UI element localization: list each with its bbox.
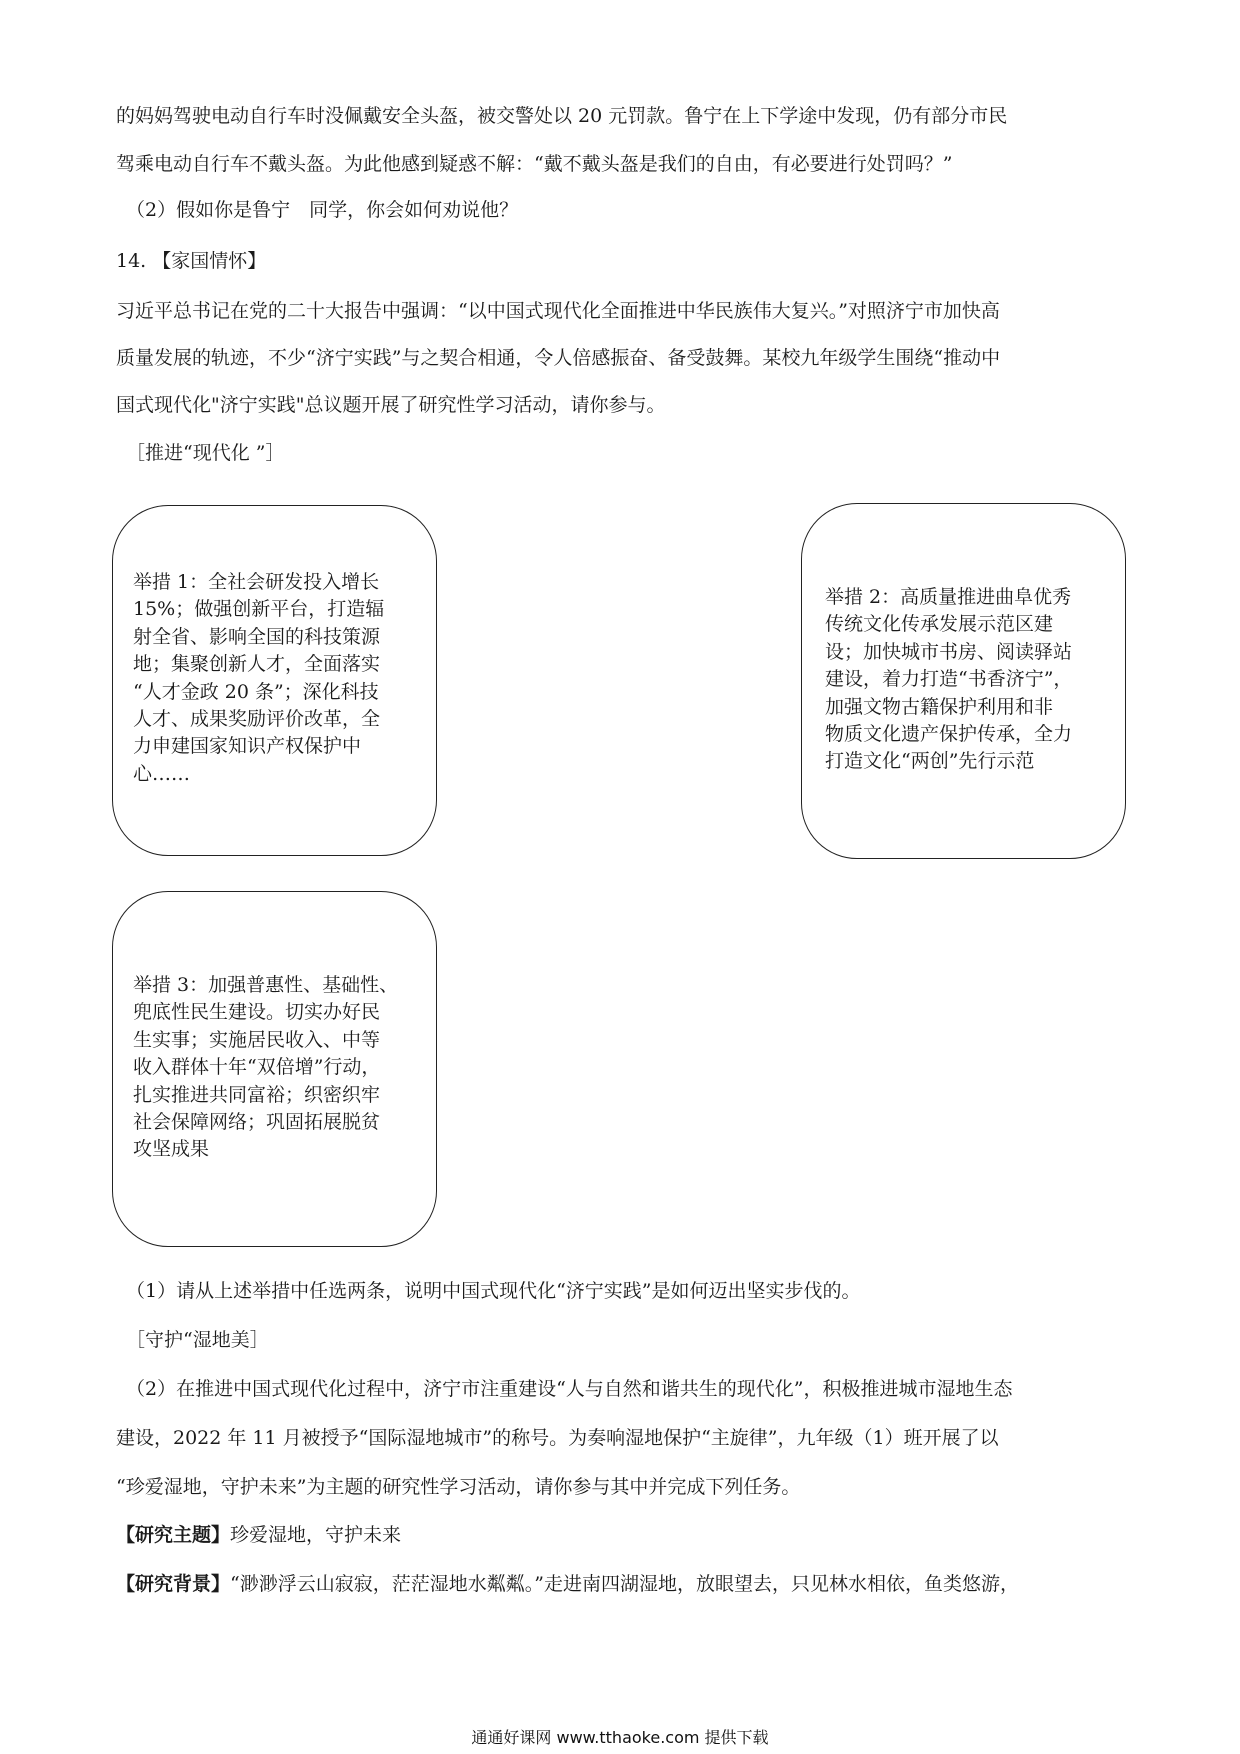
measure-1-text	[133, 569, 384, 788]
measure-1-line: 射全省、影响全国的科技策源	[133, 625, 381, 648]
q14-part-2-line-1: （2）在推进中国式现代化过程中，济宁市注重建设“人与自然和谐共生的现代化”，积极推进城市湿地生态	[126, 1378, 1013, 1400]
research-theme-text: 珍爱湿地，守护未来	[230, 1524, 402, 1546]
measure-2-line: 举措 2：高质量推进曲阜优秀	[825, 586, 1072, 608]
measure-3-line: 举措 3：加强普惠性、基础性、	[133, 974, 399, 996]
research-background-text: “渺渺浮云山寂寂，茫茫湿地水粼粼。”走进南四湖湿地，放眼望去，只见林水相依，鱼类悠游，	[230, 1573, 1019, 1595]
measure-1-line: “人才金政 20 条”；深化科技	[133, 680, 379, 703]
section-label-modernization: ［推进“现代化 ”］	[126, 442, 285, 464]
measure-3-text	[133, 972, 398, 1164]
measure-2-line: 物质文化遗产保护传承，全力	[825, 723, 1073, 746]
measure-3-line: 生实事；实施居民收入、中等	[133, 1028, 381, 1051]
measure-1-line: 心……	[133, 762, 191, 785]
research-background-label: 【研究背景】	[116, 1573, 231, 1595]
measure-3-line: 社会保障网络；巩固拓展脱贫	[133, 1111, 381, 1134]
q14-intro-line-2: 质量发展的轨迹，不少“济宁实践”与之契合相通，令人倍感振奋、备受鼓舞。某校九年级学生围绕“推动中	[116, 347, 1001, 369]
section-label-wetland: ［守护“湿地美］	[126, 1329, 269, 1351]
measure-3-line: 兜底性民生建设。切实办好民	[133, 1001, 381, 1024]
q14-part-2-line-2: 建设，2022 年 11 月被授予“国际湿地城市”的称号。为奏响湿地保护“主旋律”，九年级（1）班开展了以	[116, 1427, 999, 1449]
question-14-part-1: （1）请从上述举措中任选两条，说明中国式现代化“济宁实践”是如何迈出坚实步伐的。	[126, 1280, 861, 1302]
measure-1-line: 人才、成果奖励评价改革，全	[133, 708, 381, 731]
research-background	[116, 1570, 1128, 1598]
measure-2-text	[825, 584, 1072, 776]
measure-2-line: 加强文物古籍保护利用和非	[825, 695, 1054, 718]
measure-1-line: 举措 1：全社会研发投入增长	[133, 571, 380, 593]
q14-part-2-line-3: “珍爱湿地，守护未来”为主题的研究性学习活动，请你参与其中并完成下列任务。	[116, 1476, 801, 1498]
measure-1-line: 力申建国家知识产权保护中	[133, 735, 362, 758]
measure-2-line: 传统文化传承发展示范区建	[825, 613, 1054, 636]
research-theme	[116, 1521, 1128, 1549]
intro-line-2: 驾乘电动自行车不戴头盔。为此他感到疑惑不解：“戴不戴头盔是我们的自由，有必要进行处罚吗？”	[116, 153, 953, 175]
question-14-heading: 14. 【家国情怀】	[116, 250, 267, 272]
q14-intro-line-3: 国式现代化"济宁实践"总议题开展了研究性学习活动，请你参与。	[116, 394, 666, 416]
measure-2-line: 打造文化“两创”先行示范	[825, 750, 1035, 773]
measure-1-line: 地；集聚创新人才，全面落实	[133, 653, 381, 676]
research-theme-label: 【研究主题】	[116, 1524, 231, 1546]
measure-3-line: 攻坚成果	[133, 1138, 210, 1161]
measure-3-line: 收入群体十年“双倍增”行动，	[133, 1056, 381, 1079]
intro-line-1: 的妈妈驾驶电动自行车时没佩戴安全头盔，被交警处以 20 元罚款。鲁宁在上下学途中发现，仍有部分市民	[116, 105, 1008, 127]
page-footer: 通通好课网 www.tthaoke.com 提供下载	[471, 1728, 769, 1747]
measure-3-line: 扎实推进共同富裕；织密织牢	[133, 1083, 381, 1106]
q14-intro-line-1: 习近平总书记在党的二十大报告中强调：“以中国式现代化全面推进中华民族伟大复兴。”对照济宁市加快高	[116, 300, 1000, 322]
measure-2-line: 建设，着力打造“书香济宁”，	[825, 668, 1073, 691]
measure-1-line: 15%；做强创新平台，打造辐	[133, 598, 385, 621]
measure-2-line: 设；加快城市书房、阅读驿站	[825, 640, 1073, 663]
question-13-part-2: （2）假如你是鲁宁 同学，你会如何劝说他？	[126, 199, 519, 221]
